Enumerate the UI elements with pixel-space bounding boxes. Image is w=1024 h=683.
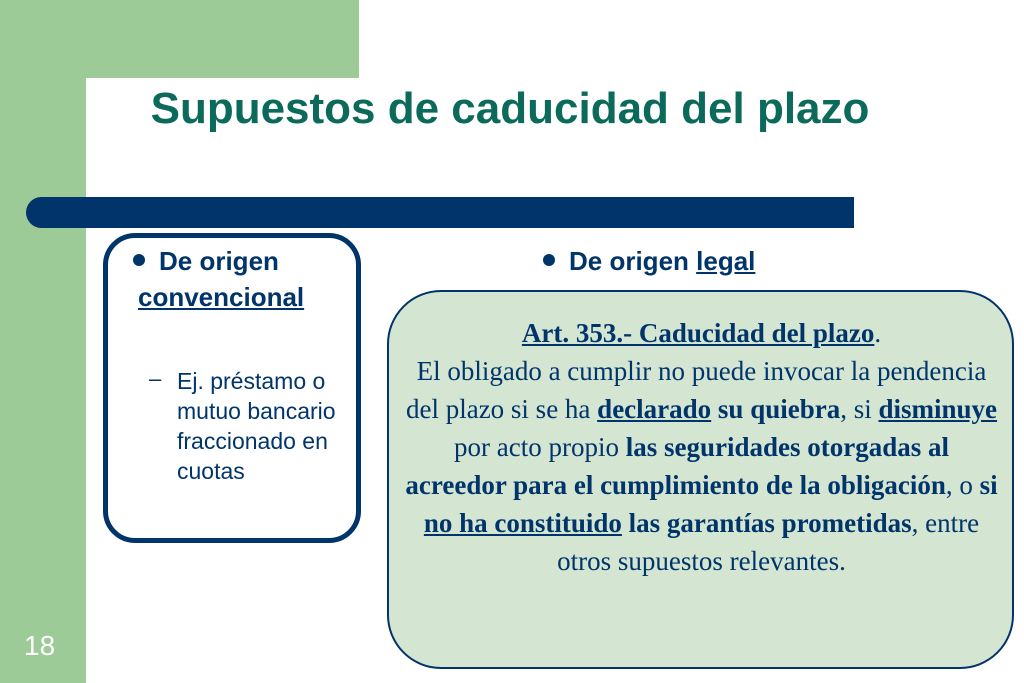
article-text-part-3: por acto propio: [454, 432, 626, 462]
article-bold-si: si: [979, 470, 998, 500]
article-text-part-1: El obligado a cumplir no puede invocar la pendencia del plazo si se ha: [405, 356, 987, 424]
article-underlined-no-constituido: no ha constituido: [423, 508, 622, 538]
article-text: [403, 314, 1000, 580]
bullet-dot-icon: [133, 254, 145, 266]
sub-bullet-dash: –: [149, 366, 162, 391]
conventional-bullet-underlined: convencional: [138, 282, 305, 312]
slide-number: 18: [24, 630, 56, 661]
article-space-1: [711, 394, 718, 424]
conventional-example-text: Ej. préstamo o mutuo bancario fraccionado en cuotas: [177, 368, 336, 484]
article-text-part-2: , si: [840, 394, 879, 424]
article-text-part-4: , o: [945, 470, 980, 500]
conventional-bullet-prefix: De origen: [159, 246, 279, 276]
article-text-part-5: , entre otros supuestos relevantes.: [557, 508, 980, 576]
bullet-dot-icon: [543, 254, 555, 266]
article-bold-su-quiebra: su quiebra: [717, 394, 841, 424]
article-space-3: [622, 508, 629, 538]
article-underlined-declarado: declarado: [597, 394, 712, 424]
slide-title: Supuestos de caducidad del plazo: [150, 84, 870, 133]
article-heading: Art. 353.- Caducidad del plazo: [521, 318, 875, 348]
article-bold-garantias: las garantías prometidas: [628, 508, 912, 538]
legal-bullet: [543, 243, 755, 279]
legal-bullet-prefix: De origen: [569, 246, 697, 276]
article-bold-seguridades: las seguridades otorgadas al acreedor para el cumplimiento de la obligación: [405, 432, 949, 500]
legal-bullet-underlined: legal: [696, 246, 756, 276]
conventional-bullet: [133, 243, 279, 279]
title-divider-bar: [26, 197, 854, 228]
article-heading-end: .: [874, 318, 882, 348]
top-green-band: [0, 0, 359, 78]
left-green-band: [0, 0, 86, 683]
article-underlined-disminuye: disminuye: [878, 394, 998, 424]
